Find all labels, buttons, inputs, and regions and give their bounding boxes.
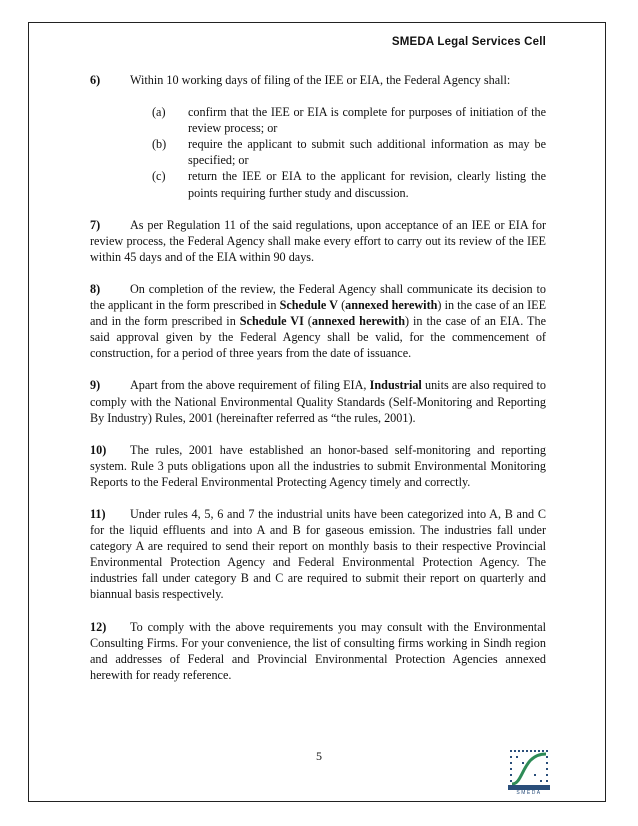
- logo-text: SMEDA: [516, 790, 542, 796]
- paragraph-8: [90, 281, 546, 361]
- annexed-ref: annexed herewith: [311, 314, 405, 329]
- annexed-ref: annexed herewith: [345, 298, 438, 313]
- paragraph-number: 8): [90, 281, 101, 296]
- list-item: [90, 104, 546, 136]
- schedule-vi-ref: Schedule VI: [239, 314, 304, 329]
- paragraph-text: On completion of the review, the Federal Agency shall communicate its decision to the applicant in the form prescribed in: [90, 281, 546, 313]
- list-item: [90, 168, 546, 200]
- list-item: [90, 136, 546, 168]
- paragraph-number: 9): [90, 378, 101, 393]
- list-item-label: (b): [152, 137, 167, 152]
- paragraph-number: 6): [90, 73, 101, 87]
- paragraph-text: As per Regulation 11 of the said regulations, upon acceptance of an IEE or EIA for review process, the Federal Agency shall make every effort to carry out its review of the IEE within 45 days and of the EIA within 90 days.: [90, 217, 546, 264]
- paragraph-12: [90, 619, 546, 683]
- document-body: [90, 72, 546, 699]
- paragraph-number: 12): [90, 619, 107, 634]
- paragraph-7: [90, 217, 546, 265]
- paragraph-10: [90, 442, 546, 490]
- paragraph-number: 11): [90, 506, 106, 521]
- paragraph-text: Apart from the above requirement of filing EIA,: [130, 378, 370, 393]
- paragraph-9: [90, 377, 546, 425]
- list-item-text: return the IEE or EIA to the applicant for revision, clearly listing the points requiring further study and discussion.: [188, 169, 546, 200]
- industrial-term: Industrial: [369, 378, 422, 393]
- paragraph-text: (: [337, 298, 346, 313]
- paragraph-11: [90, 506, 546, 603]
- list-item-text: require the applicant to submit such additional information as may be specified; or: [188, 137, 546, 168]
- paragraph-number: 10): [90, 442, 107, 457]
- list-item-label: (c): [152, 169, 166, 184]
- smeda-logo-icon: [508, 748, 550, 790]
- paragraph-text: The rules, 2001 have established an honor-based self-monitoring and reporting system. Rule 3 puts obligations upon all the industries to submit Environmental Monitoring Reports to the Federal Environmental Protecting Agency timely and correctly.: [90, 442, 546, 489]
- list-item-text: confirm that the IEE or EIA is complete for purposes of initiation of the review process; or: [188, 105, 546, 136]
- paragraph-6: [90, 72, 546, 88]
- paragraph-number: 7): [90, 217, 101, 232]
- paragraph-text: Under rules 4, 5, 6 and 7 the industrial units have been categorized into A, B and C for the liquid effluents and into A and B for gaseous emission. The industries fall under category A are required to send their report on monthly basis to their respective Provincial Environmental Protection Agency and Federal Environmental Protection Agency. The industries fall under category B and C are required to submit their report on quarterly and biannual basis respectively.: [90, 506, 546, 602]
- paragraph-text: ) in the case of an EIA. The said approval given by the Federal Agency shall be valid, for the commencement of construction, for a period of three years from the date of issuance.: [90, 314, 546, 361]
- paragraph-text: units are also required to comply with the National Environmental Quality Standards (Self-Monitoring and Reporting By Industry) Rules, 2001 (hereinafter referred as “the rules, 2001).: [90, 378, 547, 425]
- header-title: SMEDA Legal Services Cell: [391, 36, 546, 48]
- paragraph-text: Within 10 working days of filing of the IEE or EIA, the Federal Agency shall:: [130, 73, 511, 87]
- schedule-v-ref: Schedule V: [279, 298, 338, 313]
- paragraph-text: ) in the case of an IEE and in the form prescribed in: [90, 298, 547, 329]
- paragraph-6-list: [90, 104, 546, 201]
- paragraph-text: To comply with the above requirements you may consult with the Environmental Consulting Firms. For your convenience, the list of consulting firms working in Sindh region and addresses of Federal and Provincial Environmental Protection Agencies annexed herewith for ready reference.: [90, 619, 546, 682]
- paragraph-text: (: [303, 314, 312, 329]
- page-number: 5: [316, 749, 322, 763]
- list-item-label: (a): [152, 105, 166, 120]
